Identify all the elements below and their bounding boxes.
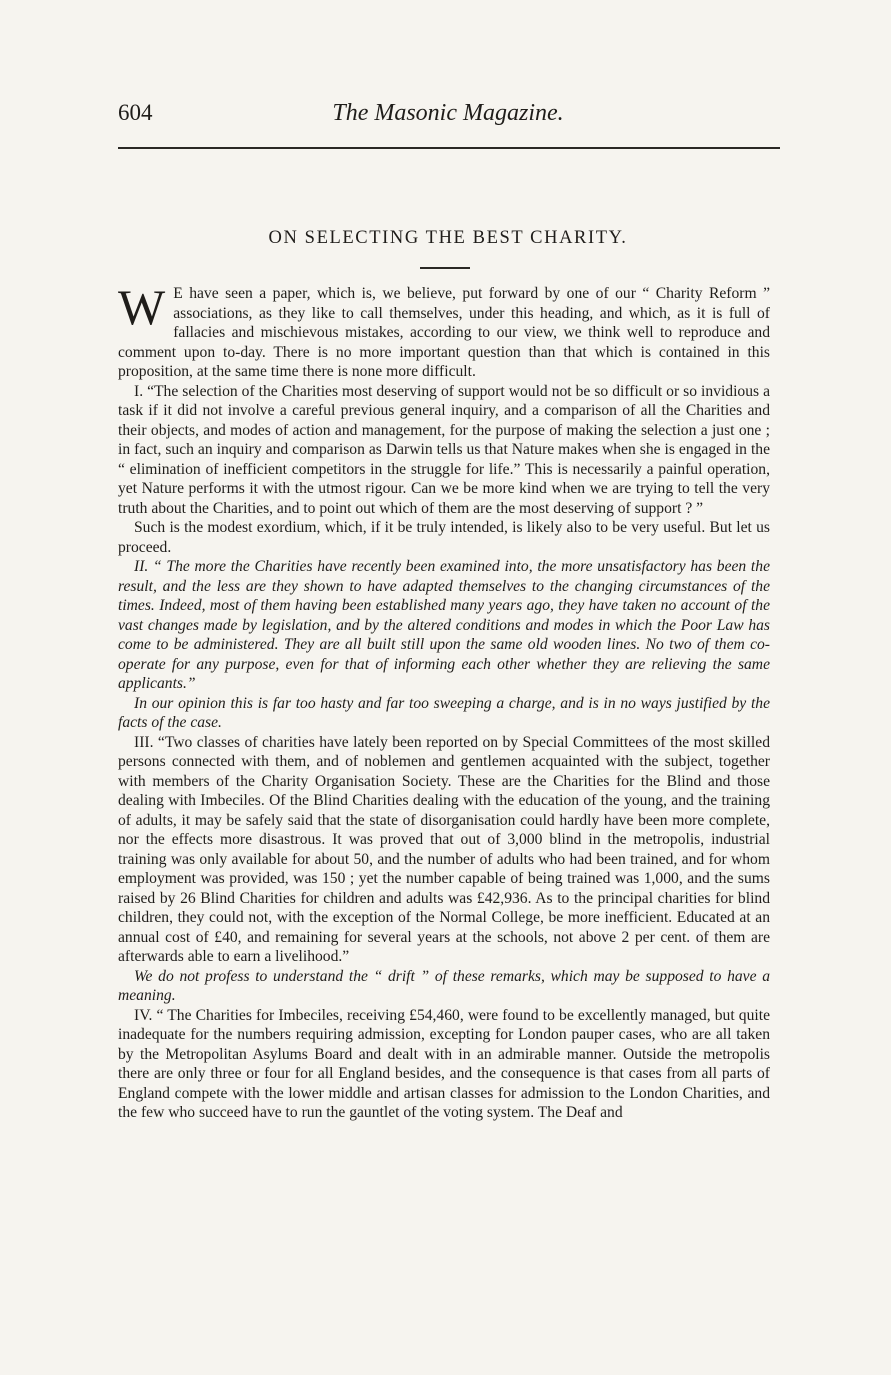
article-body (118, 279, 770, 1123)
paragraph-1-text: E have seen a paper, which is, we believe, put forward by one of our “ Charity Reform ” associations, as they like to call themselves, under this heading, and which, as it is full of fallacies and mischievous mistakes, according to our view, we think well to reproduce and comment upon to-day. There is no more important question than that which is contained in this proposition, at the same time there is none more difficult. (118, 285, 770, 380)
page-header (118, 100, 778, 140)
running-title: The Masonic Magazine. (332, 100, 564, 126)
drop-cap: W (118, 279, 166, 335)
paragraph-4: II. “ The more the Charities have recently been examined into, the more unsatisfactory has been the result, and the less are they shown to have adapted themselves to the changing circumstances of the times. Indeed, most of them having been established many years ago, they have taken no account of the vast changes made by legislation, and by the altered conditions and modes in which the Poor Law has come to be administered. They are all built still upon the same old wooden lines. No two of them co-operate for any purpose, even for that of informing each other whether they are relieving the same applicants.” (118, 558, 770, 692)
paragraph-8: IV. “ The Charities for Imbeciles, receiving £54,460, were found to be excellently managed, but quite inadequate for the numbers requiring admission, excepting for London pauper cases, who are all taken by the Metropolitan Asylums Board and dealt with in an admirable manner. Outside the metropolis there are only three or four for all England besides, and the consequence is that cases from all parts of England compete with the lower middle and artisan classes for admission to the London Charities, and the few who succeed have to run the gauntlet of the voting system. The Deaf and (118, 1006, 770, 1121)
header-rule (118, 147, 780, 149)
paragraph-7: We do not profess to understand the “ drift ” of these remarks, which may be supposed to have a meaning. (118, 967, 770, 1004)
paragraph-1 (118, 279, 770, 382)
paragraph-3: Such is the modest exordium, which, if it be truly intended, is likely also to be very useful. But let us proceed. (118, 519, 770, 556)
paragraph-5: In our opinion this is far too hasty and far too sweeping a charge, and is in no ways justified by the facts of the case. (118, 694, 770, 731)
paragraph-2: I. “The selection of the Charities most deserving of support would not be so difficult or so invidious a task if it did not involve a careful previous general inquiry, and a comparison of all the Charities and their objects, and modes of action and management, for the purpose of making the selection a just one ; in fact, such an inquiry and comparison as Darwin tells us that Nature makes when she is engaged in the “ elimination of inefficient competitors in the struggle for life.” This is necessarily a painful operation, yet Nature performs it with the utmost rigour. Can we be more kind when we are trying to tell the very truth about the Charities, and to point out which of them are the most deserving of support ? ” (118, 382, 770, 517)
article-title: ON SELECTING THE BEST CHARITY. (268, 228, 628, 248)
paragraph-6: III. “Two classes of charities have lately been reported on by Special Committees of the most skilled persons connected with them, and of noblemen and gentlemen acquainted with the subject, together with members of the Charity Organisation Society. These are the Charities for the Blind and those dealing with Imbeciles. Of the Blind Charities dealing with the education of the young, and the training of adults, it may be safely said that the state of disorganisation could hardly have been more complete, nor the effects more disastrous. It was proved that out of 3,000 blind in the metropolis, industrial training was only available for about 50, and the number of adults who had been trained, and for whom employment was provided, was 150 ; yet the number capable of being trained was 1,000, and the sums raised by 26 Blind Charities for children and adults was £42,936. As to the principal charities for blind children, they could not, with the exception of the Normal College, be more inefficient. Educated at an annual cost of £40, and remaining for several years at the schools, not above 2 per cent. of them are afterwards able to earn a livelihood.” (118, 733, 770, 965)
page-number: 604 (118, 100, 153, 125)
title-divider (420, 267, 470, 269)
